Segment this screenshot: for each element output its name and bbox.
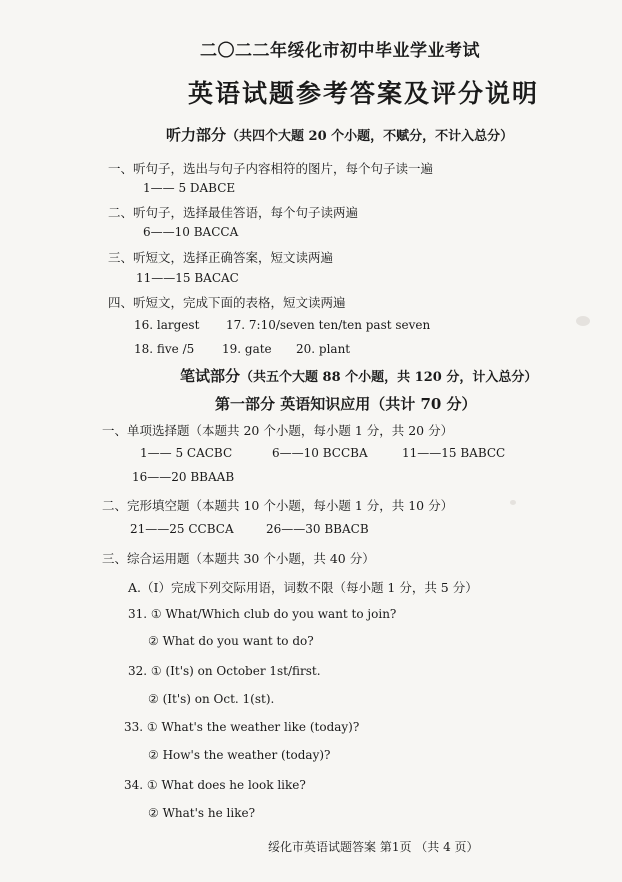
exam-title: 二〇二二年绥化市初中毕业学业考试	[200, 41, 480, 61]
single-choice-instruction: 一、单项选择题（本题共 20 个小题，每小题 1 分，共 20 分）	[102, 423, 454, 438]
listening-q4-instruction: 四、听短文，完成下面的表格，短文读两遍	[108, 295, 346, 310]
part1-total: （共计 70 分）	[370, 395, 477, 413]
answer-19: 19. gate	[222, 342, 272, 356]
cloze-26-30: 26——30 BBACB	[266, 522, 369, 536]
single-choice-16-20: 16——20 BBAAB	[132, 470, 235, 484]
written-note: （共五个大题 88 个小题，共 120 分，计入总分）	[240, 370, 538, 385]
answer-31-1: 31. ① What/Which club do you want to join?	[128, 607, 397, 621]
listening-q2-answers: 6——10 BACCA	[143, 225, 239, 239]
listening-section-heading	[166, 124, 513, 145]
answer-32-2: ② (It's) on Oct. 1(st).	[148, 692, 275, 706]
single-choice-1-5: 1—— 5 CACBC	[140, 446, 233, 460]
listening-q3-answers: 11——15 BACAC	[136, 271, 239, 285]
cloze-21-25: 21——25 CCBCA	[130, 522, 234, 536]
page-footer: 绥化市英语试题答案 第1页 （共 4 页）	[268, 840, 479, 854]
answer-33-2: ② How's the weather (today)?	[148, 748, 331, 762]
answer-16: 16. largest	[134, 318, 200, 332]
scan-speck	[510, 500, 516, 505]
document-title: 英语试题参考答案及评分说明	[188, 79, 540, 108]
single-choice-11-15: 11——15 BABCC	[402, 446, 506, 460]
answer-20: 20. plant	[296, 342, 351, 356]
answer-17: 17. 7:10/seven ten/ten past seven	[226, 318, 431, 332]
answer-33-1: 33. ① What's the weather like (today)?	[124, 720, 360, 734]
listening-q1-answers: 1—— 5 DABCE	[143, 181, 236, 195]
answer-18: 18. five /5	[134, 342, 195, 356]
listening-q1-instruction: 一、听句子，选出与句子内容相符的图片，每个句子读一遍	[108, 161, 434, 176]
listening-heading: 听力部分	[166, 126, 227, 144]
written-section-heading	[180, 365, 537, 386]
written-heading: 笔试部分	[180, 367, 241, 385]
answer-32-1: 32. ① (It's) on October 1st/first.	[128, 664, 321, 678]
answer-31-2: ② What do you want to do?	[148, 634, 314, 648]
listening-note: （共四个大题 20 个小题，不赋分，不计入总分）	[226, 129, 514, 144]
cloze-instruction: 二、完形填空题（本题共 10 个小题，每小题 1 分，共 10 分）	[102, 498, 454, 513]
answer-34-2: ② What's he like?	[148, 806, 256, 820]
comprehensive-sub-a: A.（Ⅰ）完成下列交际用语，词数不限（每小题 1 分，共 5 分）	[128, 580, 478, 595]
answer-34-1: 34. ① What does he look like?	[124, 778, 306, 792]
single-choice-6-10: 6——10 BCCBA	[272, 446, 368, 460]
comprehensive-instruction: 三、综合运用题（本题共 30 个小题，共 40 分）	[102, 551, 375, 566]
part1-heading-line	[215, 393, 477, 414]
listening-q2-instruction: 二、听句子，选择最佳答语，每个句子读两遍	[108, 205, 359, 220]
scan-smudge	[576, 316, 590, 326]
listening-q3-instruction: 三、听短文，选择正确答案，短文读两遍	[108, 250, 334, 265]
part1-heading: 第一部分 英语知识应用	[215, 395, 371, 413]
